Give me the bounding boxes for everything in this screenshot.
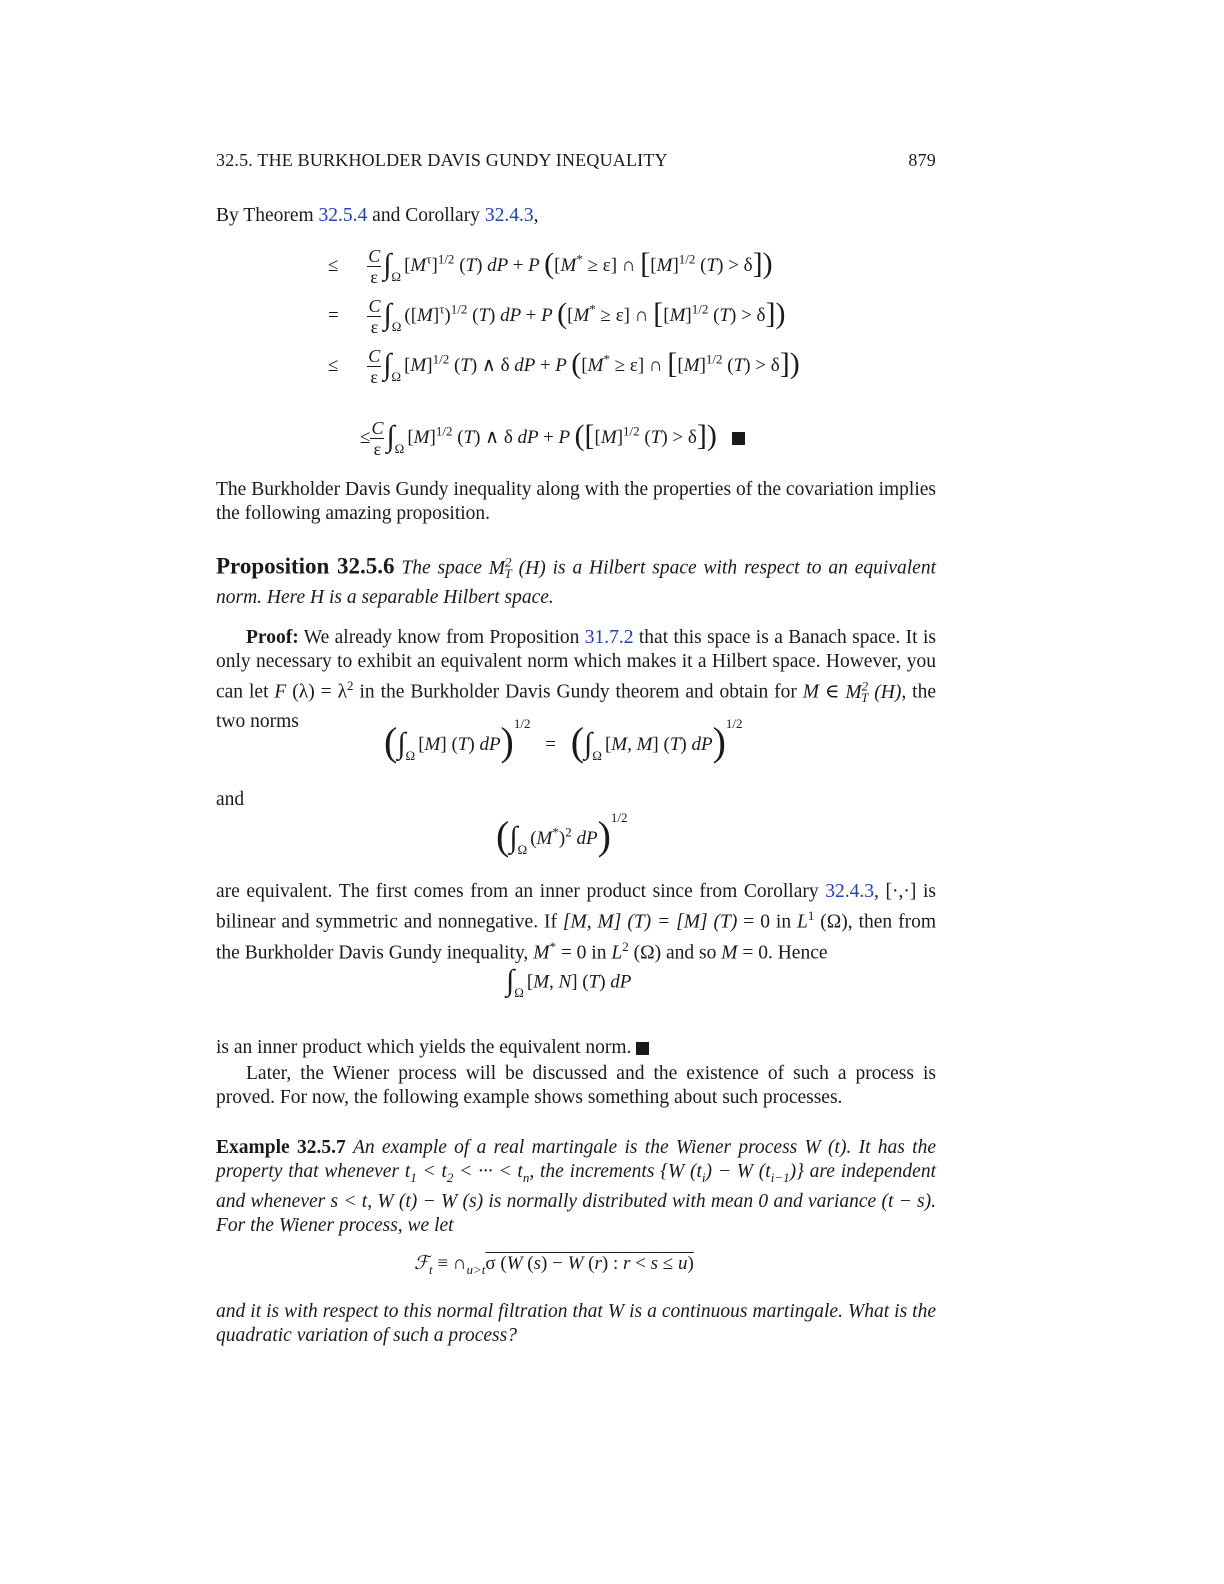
running-head <box>216 150 936 171</box>
after-chain-paragraph: The Burkholder Davis Gundy inequality along with the properties of the covariation implies the following amazing proposition. <box>216 479 936 524</box>
proof-paragraph-2: are equivalent. The first comes from an inner product since from Corollary 32.4.3, [·,·] is bilinear and symmetric and nonnegative. If [M, M] (T) = [M] (T) = 0 in $L^1$ (Ω), then from the Burkholder Davis Gundy inequality, M* = 0 in $L^2$ (Ω) and so M = 0. Hence <box>216 881 936 963</box>
proof-paragraph-3: is an inner product which yields the equivalent norm. <box>216 1036 936 1060</box>
equation-norm-2: ($\int_\Omega(M^*)^2$ dP)$^{1/2}$ <box>496 810 628 859</box>
equation-chain-line-1: ≤ $\frac{C}{\varepsilon}$ $\int_\Omega[M^\tau]^{1/2}$ (T) dP + P ([M* ≥ ε] ∩ [$[M]^{1/2}$ (T) > δ]) <box>328 246 773 287</box>
section-title: 32.5. THE BURKHOLDER DAVIS GUNDY INEQUALITY <box>216 150 668 170</box>
page-number: 879 <box>908 150 936 170</box>
proof-paragraph-4: Later, the Wiener process will be discussed and the existence of such a process is proved. For now, the following example shows something about such processes. <box>216 1063 936 1108</box>
corollary-link-2[interactable]: 32.4.3 <box>825 881 875 902</box>
example-block: Example 32.5.7 An example of a real martingale is the Wiener process W (t). It has the property that whenever $t_1 < t_2$ < ··· < $t_n$, the increments {W $(t_i) - W$ $(t_{i-1})$} are independent and whenever s < t, W (t) − W (s) is normally distributed with mean 0 and variance (t − s). For the Wiener process, we let <box>216 1137 937 1236</box>
equation-filtration: ℱ$_t$ ≡ $\cap_{u>t}\sigma$ (W (s) − W (r) : r < s ≤ u) <box>414 1253 694 1277</box>
qed-square <box>732 432 745 445</box>
qed-square-2 <box>636 1042 649 1055</box>
theorem-link[interactable]: 32.5.4 <box>318 205 368 226</box>
proposition-label: Proposition 32.5.6 <box>216 553 395 579</box>
corollary-link[interactable]: 32.4.3 <box>484 205 534 226</box>
proof-label: Proof: <box>246 627 299 648</box>
intro-line: By Theorem 32.5.4 and Corollary 32.4.3, <box>216 205 539 226</box>
proof-paragraph-1: Proof: We already know from Proposition 31.7.2 that this space is a Banach space. It is only necessary to exhibit an equivalent norm which makes it a Hilbert space. However, you can let F $(\lambda) = \lambda^2$ in the Burkholder Davis Gundy theorem and obtain for M ∈ $M^2_T$ (H), the two norms <box>216 627 936 733</box>
example-closing: and it is with respect to this normal filtration that W is a continuous martingale. What is the quadratic variation of such a process? <box>216 1301 936 1346</box>
equation-chain-line-3: ≤ $\frac{C}{\varepsilon}$ $\int_\Omega[M]^{1/2}$ (T) ∧ δ dP + P ([M* ≥ ε] ∩ [$[M]^{1/2}$ (T) > δ]) <box>328 346 800 387</box>
equation-chain-line-4: ≤ $\frac{C}{\varepsilon}$ $\int_\Omega[M]^{1/2}$ (T) ∧ δ dP + P ([$[M]^{1/2}$ (T) > δ]) <box>360 418 745 459</box>
example-label: Example 32.5.7 <box>216 1137 346 1158</box>
proposition-block: Proposition 32.5.6 The space $M^2_T$ (H) is a Hilbert space with respect to an equivalent norm. Here H is a separable Hilbert space. <box>216 553 936 609</box>
and-word: and <box>216 789 245 810</box>
proposition-link[interactable]: 31.7.2 <box>584 627 634 648</box>
equation-norm-1: ($\int_\Omega[M]$ (T) $dP)^{1/2} = (\int_\Omega[M$, M] (T) dP)$^{1/2}$ <box>384 716 743 765</box>
equation-inner-product: $\int_\Omega[M$, N] (T) dP <box>506 964 632 1001</box>
equation-chain-line-2: = $\frac{C}{\varepsilon}$ $\int_\Omega([M]^\tau)^{1/2}$ (T) dP + P ([M* ≥ ε] ∩ [$[M]^{1/2}$ (T) > δ]) <box>328 296 786 337</box>
page <box>216 0 936 1584</box>
